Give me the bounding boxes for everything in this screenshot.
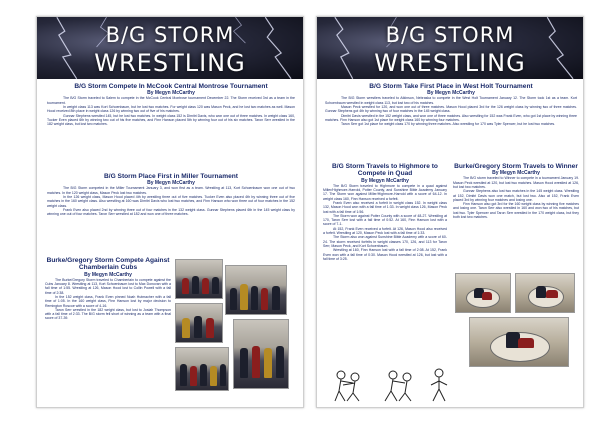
article-paragraph: The B/G storm traveled to Winner to compete in a tournament January 19. Mason Peck wrestled at 120, but lost two matches. Mason Hood wrestled at 126, but lost two matches. xyxy=(453,176,579,189)
article-paragraph: The Storm won against Potter County with a score of 48-27. Wrestling at 170, Taron Serr lost with a fall time of 0:52. At 160, Finn Hanson lost with a score of 7-1. xyxy=(323,213,447,227)
article-paragraph: Taron Serr wrestled in the 182 weight class, but lost to Josiah Thompson with a fall time of 2:33. The B/G storm fell short of winning as a team with a final score of 37-39. xyxy=(45,307,171,321)
article-byline: By Megyn McCarthy xyxy=(147,180,195,187)
article-byline: By Megyn McCarthy xyxy=(427,90,475,97)
article-byline: By Megyn McCarthy xyxy=(147,90,195,97)
newsletter-page-right xyxy=(316,16,584,408)
storm-banner xyxy=(37,17,303,79)
banner-title-line2: WRESTLING xyxy=(94,49,246,77)
article-highmore xyxy=(323,163,447,261)
article-paragraph: At 152, Frank Even received a forfeit. At 126, Mason Hood also received a forfeit. Wrestling at 120, Mason Peck lost with a fall time of 1:33. xyxy=(323,226,447,236)
article-paragraph: Taron Serr got 1st place for weight class 170 by winning three matches. Also wrestling for 170 was Tyler Spencer, but he lost two matches. xyxy=(341,122,556,127)
article-paragraph: Finn Hanson also got 3rd for the 160 weight class by winning five matches and losing one. Taron Serr also wrestled in 160 and won two of his matches, but lost two. Tyler Spencer and Taron Serr wrestled in the 170 weight class, but they both lost two matches. xyxy=(453,202,579,220)
article-byline: By Megyn McCarthy xyxy=(492,170,540,177)
wrestler-illustration xyxy=(425,367,453,403)
article-paragraph: Mason Peck wrestled for 120, and won one out of three matches. Mason Hood placed 3rd for the 126 weight class by winning two of three matches. Gunnar Stephens got 4th by winning two of four matches in the 145 weight class. xyxy=(325,105,577,114)
article-paragraph: Frank Even also received a forfeit in weight class 152. In weight class 132, Mason Hood won with a fall time of 1:33. In weight class 126, Mason Peck lost with a fall time of 1:56. xyxy=(323,201,447,214)
article-paragraph: The B/G Storm traveled to Highmore to compete in a quad against Miller/Highmore-Harrold, Potter County, and Sunshine Bible Academy January 17. The Storm won against Miller/Highmore-Harrold with a score of 64-12. In weight class 160, Finn Hanson received a forfeit. xyxy=(323,183,447,201)
article-west-holt xyxy=(325,83,577,126)
article-paragraph: The B/G Storm wrestlers traveled to Atkinson, Nebraska to compete in the West Holt Tournament January 12. The Storm took 1st as a team. Kort Schoenbaum wrestled in weight class 113, but lost two of his matches. xyxy=(325,96,577,105)
article-miller xyxy=(47,173,295,216)
newsletter-page-left xyxy=(36,16,304,408)
team-photo xyxy=(225,265,287,315)
wrestler-illustration xyxy=(329,367,369,403)
article-paragraph: The B/G Storm competed in the Miller Tournament January 3, and won first as a team. Wrestling at 113, Kort Schoenbaum won one out of two matches. In the 120 weight class, Mason Peck lost two matches. xyxy=(47,186,295,195)
article-paragraph: Gunnar Stephens wrestled 145, but he lost two matches. In weight class 152 is Dimitri Davis, who won one out of three matches. In weight class 160, Tucker Even placed 6th by winning two out of his five matches, and Finn Hanson placed 5th by winning four out of his six matches. Taron Serr wrestled in the 182 weight class, but lost two matches. xyxy=(47,113,295,127)
article-paragraph: The B/G Storm traveled to Salem to compete in the McCook Central Montrose tournament December 22. The Storm received 3rd as a team in the tournament. xyxy=(47,96,295,105)
article-paragraph: Wrestling at 160, Finn Hanson lost with a fall time of 2:08. At 152, Frank Even won with a fall time of 0:30. Mason Hood wrestled at 126, but lost with a fall time of 3:25. xyxy=(323,248,447,261)
team-photo xyxy=(175,259,223,299)
article-paragraph: Frank Even also placed 2nd by winning three out of four matches in the 132 weight class. Gunnar Stephens placed 6th in the 145 weight class by winning one out of four matches. Taron Serr wrestled at 182 and won one of three matches. xyxy=(47,207,295,217)
wrestler-illustration xyxy=(379,369,419,403)
article-headline: Burke/Gregory Storm Compete Against Chamberlain Cubs xyxy=(46,257,170,272)
article-byline: By Megyn McCarthy xyxy=(84,271,132,278)
article-paragraph: In the 126 weight class, Mason Hood placed 4th by wrestling three out of five matches. Tucker Even also placed 4th by winning three out of five matches in the 160 weight class. Also wrestling at 160 was Dimitri Davis who lost two matches, and Finn Hanson who won three out of four matches in the 152 weight class. xyxy=(47,195,295,208)
article-paragraph: In weight class 113 was Kort Schoenbaum, but he lost two matches. For weight class 120 was Mason Peck, and he lost two matches as well. Mason Hood received 8th place in weight class 126 by winning two out of five of his matches. xyxy=(47,105,295,114)
article-paragraph: The Storm also won against Sunshine Bible Academy with a score of 60-24. The storm received forfeits in weight classes 170, 126, and 113 for Taron Serr, Mason Peck, and Kort Schoenbaum. xyxy=(323,235,447,248)
article-headline: B/G Storm Compete In McCook Central Montrose Tournament xyxy=(74,83,268,90)
banner-title-line2: WRESTLING xyxy=(374,49,526,77)
article-winner xyxy=(453,163,579,219)
team-photo xyxy=(175,303,223,343)
article-headline: B/G Storm Take First Place in West Holt Tournament xyxy=(369,83,533,90)
banner-title-line1: B/G STORM xyxy=(105,23,235,47)
team-photo xyxy=(233,319,289,389)
article-mccook xyxy=(47,83,295,126)
article-headline: B/G Storm Place First in Miller Tournament xyxy=(104,173,238,180)
article-chamberlain xyxy=(45,257,171,321)
match-photo xyxy=(455,273,511,313)
match-photo xyxy=(469,317,569,367)
match-photo xyxy=(515,273,575,313)
article-paragraph: In the 152 weight class, Frank Even pinned Noah Hutmacher with a fall time of 1:05. In the 160 weight class, Finn Hanson lost by major decision to Remington Roscoe with a score of 4-16. xyxy=(45,295,171,308)
article-headline: Burke/Gregory Storm Travels to Winner xyxy=(454,163,578,170)
article-byline: By Megyn McCarthy xyxy=(361,177,409,184)
article-paragraph: Dimitri Davis wrestled in the 152 weight class, and won one of three matches. Also wrestling for 152 was Frank Even, who got 1st place by winning three matches. Finn Hanson also got 1st place for weight class 160 by winning four matches. xyxy=(325,113,577,122)
article-headline: B/G Storm Travels to Highmore to Compete in Quad xyxy=(332,163,438,178)
team-photo xyxy=(175,347,229,391)
banner-title-line1: B/G STORM xyxy=(385,23,515,47)
storm-banner xyxy=(317,17,583,79)
article-paragraph: Gunnar Stephens also lost two matches in the 145 weight class. Wrestling at 152, Dimitri Davis won one match, but lost two. Also at 152, Frank Even placed 3rd by winning four matches and losing one. xyxy=(453,189,579,202)
article-paragraph: The Burke/Gregory Storm traveled to Chamberlain to compete against the Cubs January 8. Wrestling at 113, Kort Schoenbaum lost to Max Donovan with a fall time of 1:55. Wrestling at 126, Mason Hood lost to Collin Powell with a fall time of 2:38. xyxy=(45,277,171,295)
